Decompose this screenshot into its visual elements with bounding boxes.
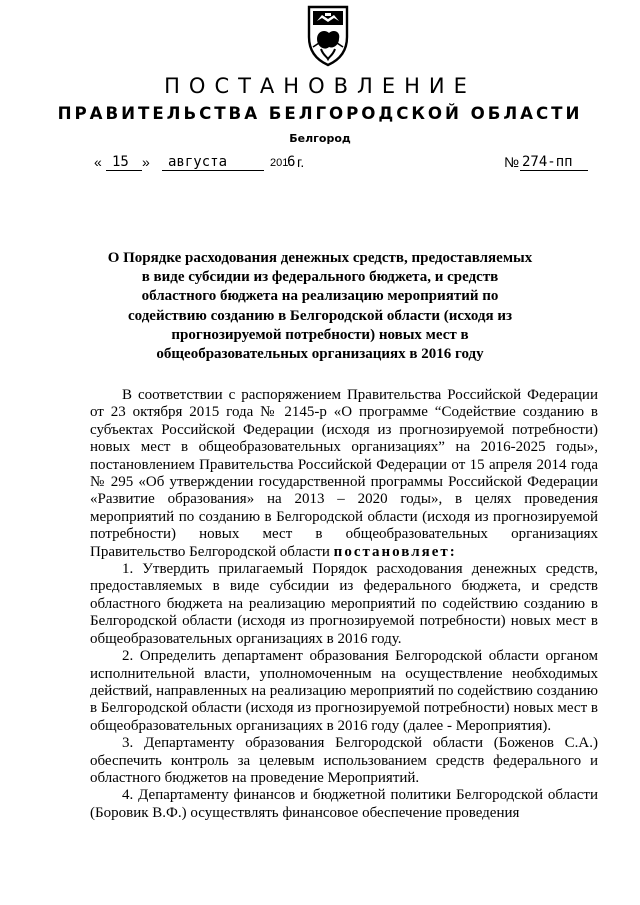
year-prefix: 201 <box>270 157 289 169</box>
document-number: 274-пп <box>522 154 573 170</box>
year-suffix: 6 <box>287 154 296 170</box>
city-name: Белгород <box>289 132 351 145</box>
issuing-authority: ПРАВИТЕЛЬСТВА БЕЛГОРОДСКОЙ ОБЛАСТИ <box>57 104 583 124</box>
document-type-heading: ПОСТАНОВЛЕНИЕ <box>164 74 476 98</box>
date-day: 15 <box>112 154 129 170</box>
item-paragraph: 3. Департаменту образования Белгородской области (Боженов С.А.) обеспечить контроль за целевым использованием средств федерального и областного бюджетов на проведение Мероприятий. <box>90 735 598 786</box>
dateline <box>94 152 594 174</box>
document-title: О Порядке расходования денежных средств, предоставляемых в виде субсидии из федерального бюджета, и средств областного бюджета на реализацию мероприятий по содействию созданию в Белгородской области (исходя из прогнозируемой потребности) новых мест в общеобразовательных организациях в 2016 году <box>107 250 533 363</box>
date-close-quote: » <box>142 154 150 170</box>
item-paragraph: 4. Департаменту финансов и бюджетной политики Белгородской области (Боровик В.Ф.) осуществлять финансовое обеспечение проведения <box>90 787 598 821</box>
coat-of-arms-emblem <box>303 3 353 67</box>
preamble-text: В соответствии с распоряжением Правительства Российской Федерации от 23 октября 2015 года № 2145-р «О программе “Содействие созданию в субъектах Российской Федерации (исходя из прогнозируемой потребности) новых мест в общеобразовательных организациях” на 2016-2025 годы», постановлением Правительства Российской Федерации от 15 апреля 2014 года № 295 «Об утверждении государственной программы Российской Федерации «Развитие образования» на 2013 – 2020 годы», в целях проведения мероприятий по созданию в Белгородской области (исходя из прогнозируемой потребности) новых мест в общеобразовательных организациях Правительство Белгородской области <box>90 387 598 560</box>
day-underline <box>106 170 142 171</box>
resolves-keyword: постановляет: <box>333 543 457 560</box>
year-suffix-g: г. <box>297 154 305 170</box>
item-paragraph: 2. Определить департамент образования Белгородской области органом исполнительной власти, уполномоченным на осуществление необходимых действий, направленных на реализацию мероприятий по содействию созданию в Белгородской области (исходя из прогнозируемой потребности) новых мест в общеобразовательных организациях в 2016 году (далее - Мероприятия). <box>90 648 598 734</box>
date-month: августа <box>168 154 228 170</box>
month-underline <box>162 170 264 171</box>
number-underline <box>520 170 588 171</box>
document-body <box>90 387 598 822</box>
number-label: № <box>504 154 520 170</box>
date-open-quote: « <box>94 154 102 170</box>
preamble-paragraph <box>90 387 598 561</box>
item-paragraph: 1. Утвердить прилагаемый Порядок расходования денежных средств, предоставляемых в виде субсидии из федерального бюджета, и средств областного бюджета на реализацию мероприятий по содействию созданию в Белгородской области (исходя из прогнозируемой потребности) новых мест в общеобразовательных организациях в 2016 году. <box>90 561 598 647</box>
